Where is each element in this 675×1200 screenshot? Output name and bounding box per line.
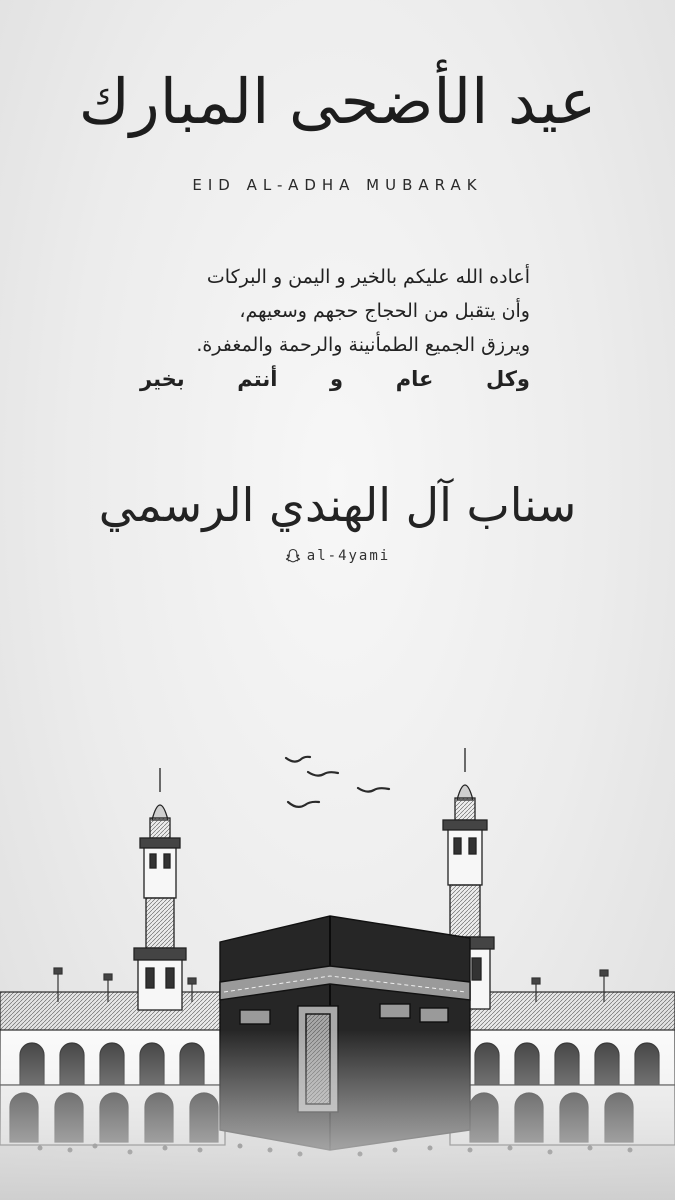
eid-title-english: EID AL-ADHA MUBARAK	[192, 176, 483, 194]
birds-icon	[286, 757, 389, 807]
eid-title-arabic: عيد الأضحى المبارك	[78, 65, 597, 138]
signature-arabic: سناب آل الهندي الرسمي	[98, 478, 577, 532]
greeting-line-1: أعاده الله عليكم بالخير و اليمن و البركات	[206, 266, 530, 288]
greeting-line-4: وكل عام و أنتم بخير	[140, 367, 530, 391]
left-minaret	[134, 768, 186, 1010]
kaaba-illustration	[0, 730, 675, 1200]
greeting-line-3: ويرزق الجميع الطمأنينة والرحمة والمغفرة.	[196, 334, 530, 356]
snapchat-handle-row	[0, 548, 675, 564]
greeting-message	[140, 260, 530, 396]
snapchat-username: al-4yami	[306, 548, 391, 564]
snapchat-ghost-icon	[285, 548, 301, 564]
greeting-line-2: وأن يتقبل من الحجاج حجهم وسعيهم،	[239, 300, 530, 322]
